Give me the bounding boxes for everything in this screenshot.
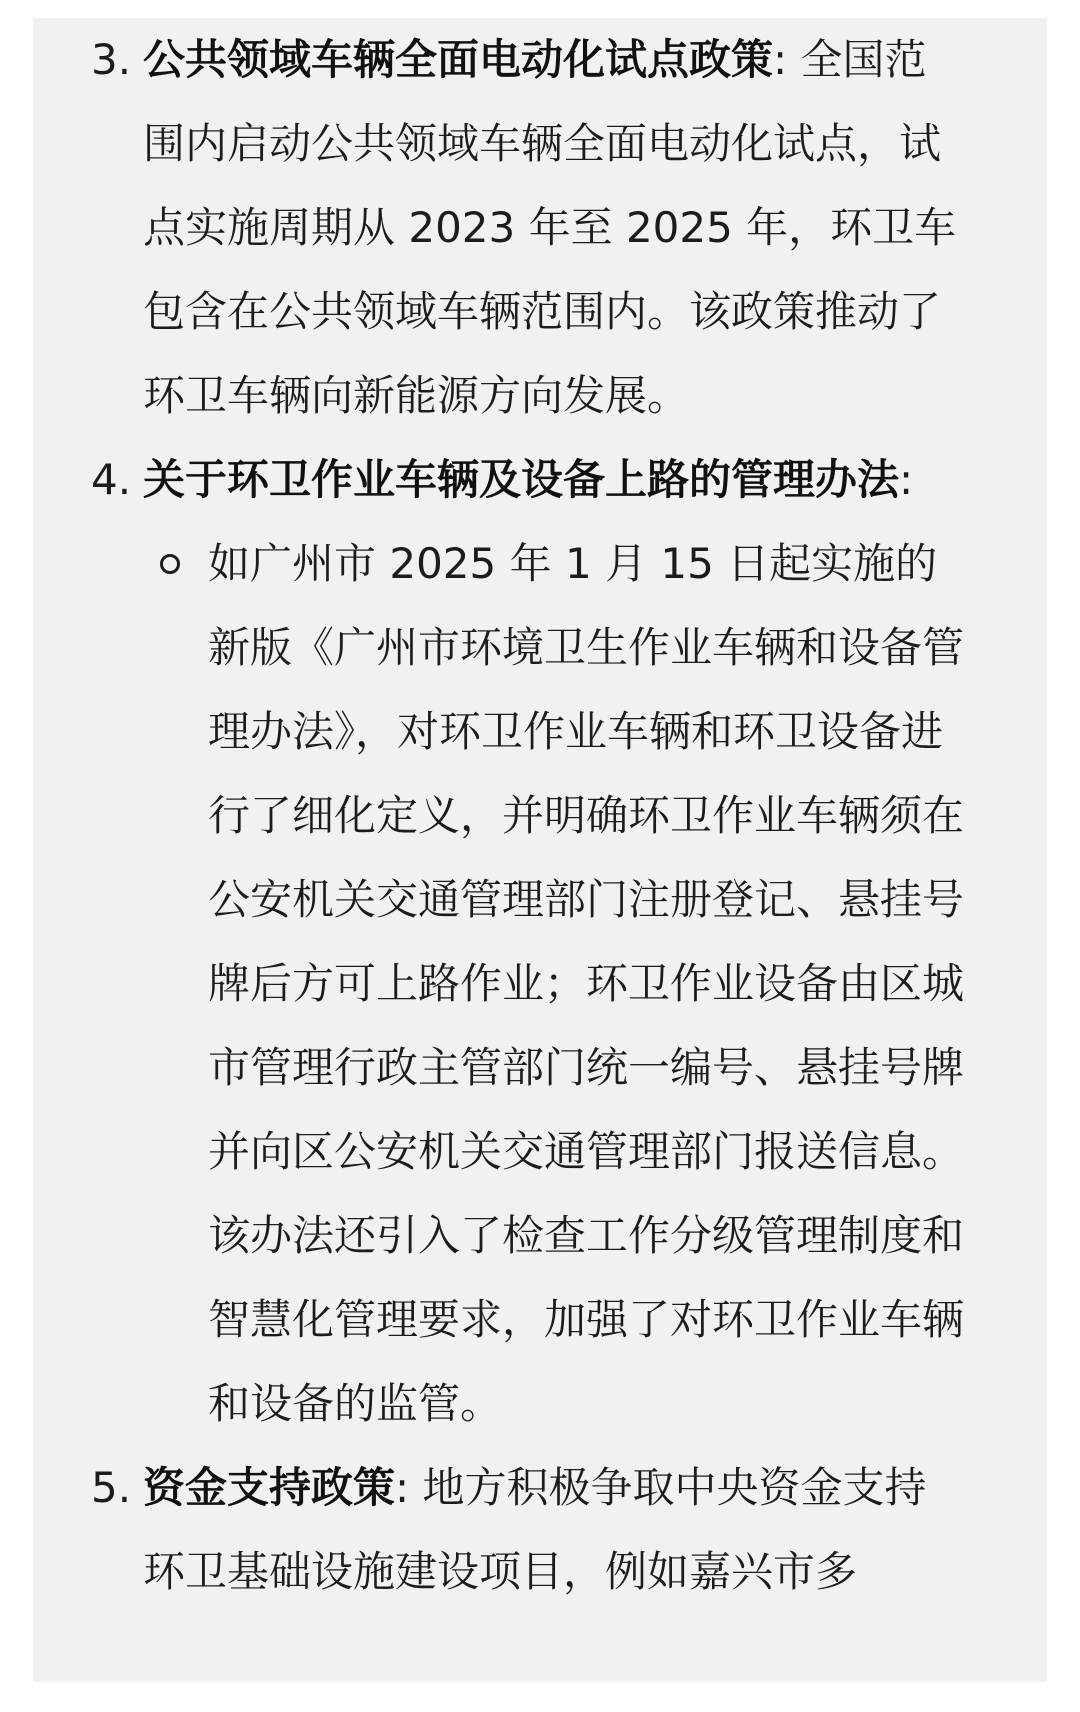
item-title: 公共领域车辆全面电动化试点政策 <box>143 35 774 84</box>
item-title: 关于环卫作业车辆及设备上路的管理办法 <box>143 455 900 504</box>
sub-list-item <box>33 522 1047 1446</box>
hollow-bullet-icon <box>160 554 180 574</box>
item-title: 资金支持政策 <box>143 1463 396 1512</box>
list-item-3 <box>33 18 1047 438</box>
list-number: 3. <box>91 35 132 84</box>
item-body: : 地方积极争取中央资金支持环卫基础设施建设项目，例如嘉兴市多 <box>143 1463 927 1596</box>
sub-item-text: 如广州市 2025 年 1 月 15 日起实施的新版《广州市环境卫生作业车辆和设备管理办法》，对环卫作业车辆和环卫设备进行了细化定义，并明确环卫作业车辆须在公安机关交通管理部门注册登记、悬挂号牌后方可上路作业；环卫作业设备由区城市管理行政主管部门统一编号、悬挂号牌并向区公安机关交通管理部门报送信息。该办法还引入了检查工作分级管理制度和智慧化管理要求，加强了对环卫作业车辆和设备的监管。 <box>208 539 965 1428</box>
item-body: : 全国范围内启动公共领域车辆全面电动化试点，试点实施周期从 2023 年至 2025 年，环卫车包含在公共领域车辆范围内。该政策推动了环卫车辆向新能源方向发展。 <box>143 35 957 420</box>
item-body: : <box>899 455 914 504</box>
message-panel <box>33 18 1047 1682</box>
policy-list <box>33 18 1047 1614</box>
list-number: 5. <box>91 1463 132 1512</box>
list-number: 4. <box>91 455 132 504</box>
list-item-4 <box>33 438 1047 522</box>
list-item-5 <box>33 1446 1047 1614</box>
